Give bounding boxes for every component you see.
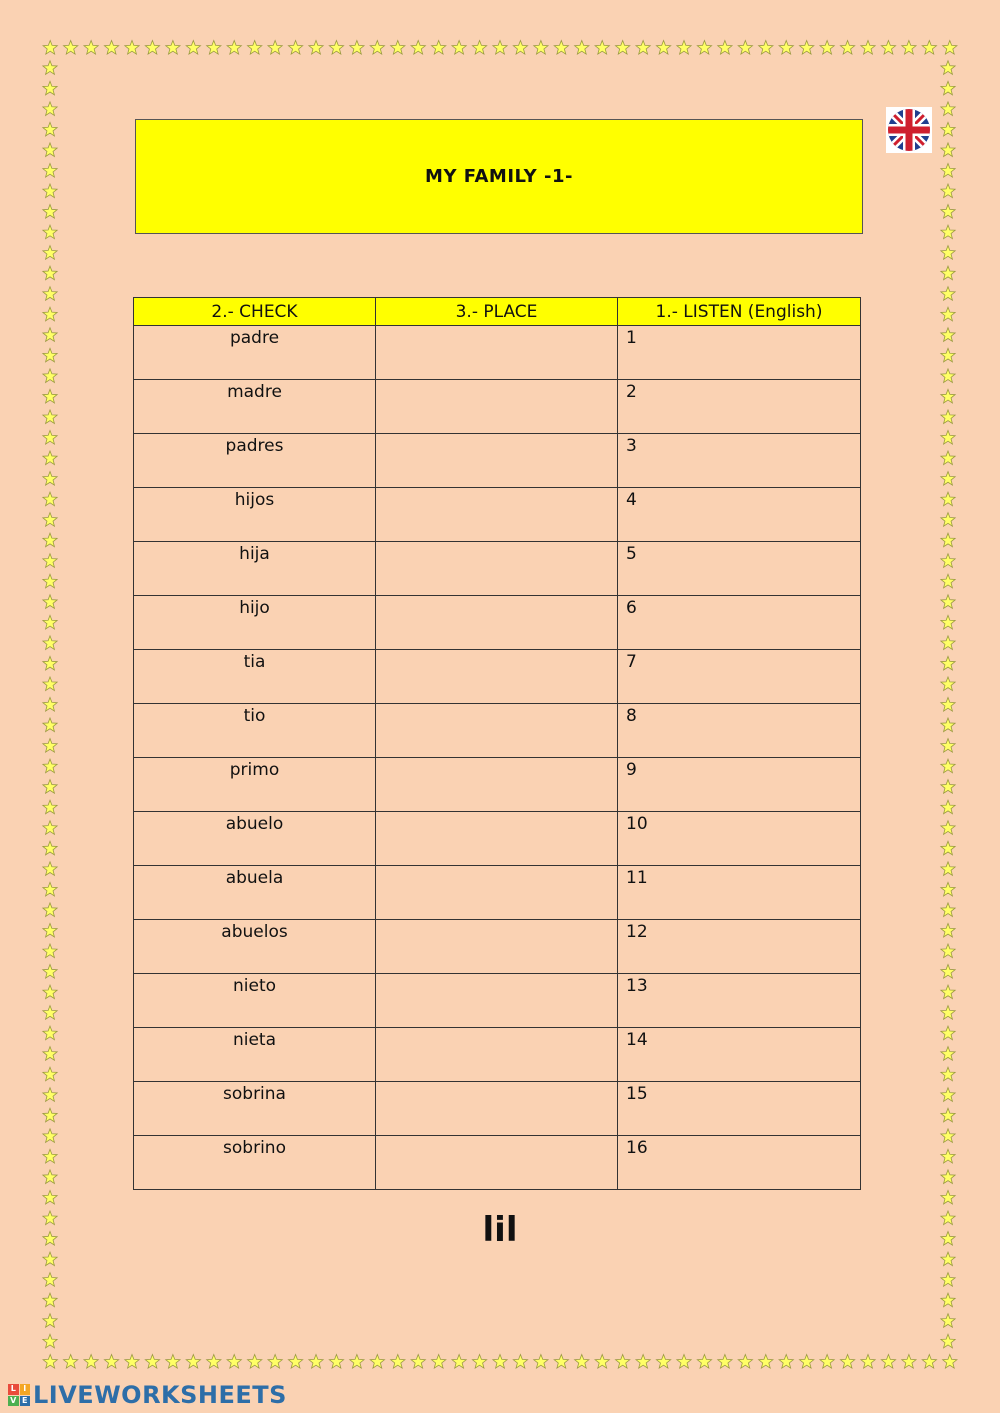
star-icon: [616, 41, 630, 55]
star-icon: [43, 430, 57, 444]
star-icon: [800, 1355, 814, 1369]
star-icon: [616, 1355, 630, 1369]
star-icon: [43, 1273, 57, 1287]
star-icon: [472, 1355, 486, 1369]
star-icon: [43, 636, 57, 650]
star-icon: [941, 451, 955, 465]
star-icon: [329, 41, 343, 55]
star-icon: [43, 184, 57, 198]
check-word-cell[interactable]: abuelos: [134, 920, 376, 974]
star-icon: [43, 718, 57, 732]
star-icon: [43, 163, 57, 177]
star-icon: [84, 41, 98, 55]
star-icon: [941, 1293, 955, 1307]
star-icon: [941, 759, 955, 773]
star-icon: [943, 1355, 957, 1369]
star-icon: [840, 1355, 854, 1369]
star-icon: [881, 41, 895, 55]
star-icon: [43, 985, 57, 999]
place-drop-cell[interactable]: [376, 488, 618, 542]
star-icon: [941, 698, 955, 712]
star-icon: [575, 41, 589, 55]
star-icon: [779, 1355, 793, 1369]
star-icon: [268, 1355, 282, 1369]
star-icon: [43, 472, 57, 486]
check-word-cell[interactable]: hijo: [134, 596, 376, 650]
check-word-cell[interactable]: sobrino: [134, 1136, 376, 1190]
star-icon: [43, 122, 57, 136]
star-icon: [881, 1355, 895, 1369]
star-icon: [941, 739, 955, 753]
star-icon: [43, 1293, 57, 1307]
star-icon: [43, 533, 57, 547]
star-icon: [941, 965, 955, 979]
star-icon: [125, 1355, 139, 1369]
star-icon: [43, 965, 57, 979]
star-icon: [861, 41, 875, 55]
star-icon: [513, 41, 527, 55]
star-icon: [64, 41, 78, 55]
table-row: [134, 812, 861, 866]
star-icon: [452, 41, 466, 55]
star-icon: [43, 1190, 57, 1204]
star-icon: [43, 800, 57, 814]
check-word-cell[interactable]: nieta: [134, 1028, 376, 1082]
star-icon: [941, 554, 955, 568]
check-word-cell[interactable]: nieto: [134, 974, 376, 1028]
star-icon: [125, 41, 139, 55]
star-icon: [43, 143, 57, 157]
star-icon: [43, 348, 57, 362]
star-icon: [43, 1170, 57, 1184]
star-icon: [941, 369, 955, 383]
place-drop-cell[interactable]: [376, 650, 618, 704]
star-icon: [43, 923, 57, 937]
uk-flag-icon[interactable]: [886, 107, 932, 153]
listen-audio-cell[interactable]: 8: [618, 704, 861, 758]
table-row: [134, 380, 861, 434]
star-icon: [534, 1355, 548, 1369]
star-icon: [43, 841, 57, 855]
star-icon: [43, 328, 57, 342]
star-icon: [43, 102, 57, 116]
listen-audio-cell[interactable]: 9: [618, 758, 861, 812]
star-icon: [902, 41, 916, 55]
star-icon: [941, 307, 955, 321]
star-icon: [595, 41, 609, 55]
check-word-cell[interactable]: tio: [134, 704, 376, 758]
star-icon: [43, 615, 57, 629]
star-icon: [941, 328, 955, 342]
star-icon: [43, 307, 57, 321]
place-drop-cell[interactable]: [376, 1028, 618, 1082]
star-icon: [941, 1149, 955, 1163]
star-icon: [738, 1355, 752, 1369]
star-icon: [370, 41, 384, 55]
star-icon: [941, 862, 955, 876]
footer-mark: lil: [482, 1210, 518, 1250]
star-icon: [534, 41, 548, 55]
star-icon: [941, 389, 955, 403]
star-icon: [43, 41, 57, 55]
star-icon: [432, 1355, 446, 1369]
star-icon: [941, 636, 955, 650]
listen-audio-cell[interactable]: 14: [618, 1028, 861, 1082]
star-icon: [941, 1006, 955, 1020]
star-icon: [941, 205, 955, 219]
star-icon: [43, 225, 57, 239]
table-row: [134, 920, 861, 974]
star-icon: [166, 1355, 180, 1369]
place-drop-cell[interactable]: [376, 326, 618, 380]
place-drop-cell[interactable]: [376, 542, 618, 596]
star-icon: [43, 656, 57, 670]
star-icon: [248, 41, 262, 55]
star-icon: [104, 1355, 118, 1369]
star-icon: [309, 1355, 323, 1369]
star-icon: [941, 102, 955, 116]
star-icon: [941, 348, 955, 362]
star-icon: [288, 1355, 302, 1369]
star-icon: [941, 800, 955, 814]
star-icon: [43, 739, 57, 753]
star-icon: [43, 1047, 57, 1061]
star-icon: [145, 41, 159, 55]
star-icon: [941, 430, 955, 444]
star-icon: [575, 1355, 589, 1369]
star-icon: [697, 41, 711, 55]
star-icon: [941, 1129, 955, 1143]
table-row: [134, 758, 861, 812]
logo-letter: E: [20, 1396, 31, 1407]
star-icon: [370, 1355, 384, 1369]
table-row: [134, 596, 861, 650]
place-drop-cell[interactable]: [376, 380, 618, 434]
check-word-cell[interactable]: padre: [134, 326, 376, 380]
star-icon: [636, 1355, 650, 1369]
table-header-row: [134, 298, 861, 326]
star-icon: [43, 513, 57, 527]
star-icon: [941, 533, 955, 547]
place-drop-cell[interactable]: [376, 758, 618, 812]
logo-letter: V: [8, 1396, 19, 1407]
star-icon: [656, 41, 670, 55]
star-icon: [43, 1088, 57, 1102]
star-icon: [493, 41, 507, 55]
star-icon: [941, 985, 955, 999]
star-icon: [329, 1355, 343, 1369]
star-icon: [350, 1355, 364, 1369]
star-icon: [84, 1355, 98, 1369]
star-icon: [941, 266, 955, 280]
table-row: [134, 974, 861, 1028]
star-icon: [941, 656, 955, 670]
star-icon: [43, 246, 57, 260]
star-icon: [941, 1026, 955, 1040]
star-icon: [941, 882, 955, 896]
check-word-cell[interactable]: abuelo: [134, 812, 376, 866]
listen-audio-cell[interactable]: 7: [618, 650, 861, 704]
star-icon: [941, 1334, 955, 1348]
star-icon: [186, 1355, 200, 1369]
star-icon: [656, 1355, 670, 1369]
check-word-cell[interactable]: madre: [134, 380, 376, 434]
star-icon: [941, 944, 955, 958]
star-icon: [43, 677, 57, 691]
star-icon: [941, 61, 955, 75]
star-icon: [941, 513, 955, 527]
star-icon: [43, 369, 57, 383]
star-icon: [43, 574, 57, 588]
star-icon: [145, 1355, 159, 1369]
star-icon: [288, 41, 302, 55]
star-icon: [941, 163, 955, 177]
star-icon: [43, 821, 57, 835]
listen-audio-cell[interactable]: 11: [618, 866, 861, 920]
star-icon: [350, 41, 364, 55]
listen-audio-cell[interactable]: 4: [618, 488, 861, 542]
star-icon: [43, 287, 57, 301]
star-icon: [941, 1088, 955, 1102]
star-icon: [43, 1334, 57, 1348]
check-word-cell[interactable]: hijos: [134, 488, 376, 542]
star-icon: [943, 41, 957, 55]
star-icon: [941, 81, 955, 95]
star-icon: [43, 595, 57, 609]
star-icon: [186, 41, 200, 55]
table-row: [134, 650, 861, 704]
star-icon: [636, 41, 650, 55]
star-icon: [104, 41, 118, 55]
star-icon: [43, 1355, 57, 1369]
star-icon: [513, 1355, 527, 1369]
star-icon: [43, 61, 57, 75]
place-drop-cell[interactable]: [376, 704, 618, 758]
title-box: [135, 119, 863, 234]
star-icon: [43, 205, 57, 219]
header-listen: 1.- LISTEN (English): [618, 298, 861, 326]
star-icon: [941, 1190, 955, 1204]
check-word-cell[interactable]: sobrina: [134, 1082, 376, 1136]
star-border-top: [40, 38, 960, 58]
star-icon: [227, 1355, 241, 1369]
star-icon: [941, 225, 955, 239]
logo-letter: L: [8, 1384, 19, 1395]
table-row: [134, 488, 861, 542]
place-drop-cell[interactable]: [376, 974, 618, 1028]
star-icon: [43, 944, 57, 958]
header-place: 3.- PLACE: [376, 298, 618, 326]
star-icon: [43, 81, 57, 95]
star-icon: [493, 1355, 507, 1369]
star-icon: [411, 41, 425, 55]
star-icon: [43, 389, 57, 403]
star-icon: [43, 266, 57, 280]
star-icon: [941, 903, 955, 917]
star-icon: [43, 1067, 57, 1081]
star-icon: [718, 1355, 732, 1369]
star-icon: [43, 492, 57, 506]
star-icon: [941, 718, 955, 732]
star-icon: [941, 677, 955, 691]
star-icon: [43, 780, 57, 794]
star-icon: [941, 1047, 955, 1061]
star-icon: [432, 41, 446, 55]
listen-audio-cell[interactable]: 10: [618, 812, 861, 866]
star-icon: [43, 410, 57, 424]
star-icon: [43, 1252, 57, 1266]
table-row: [134, 326, 861, 380]
star-icon: [941, 595, 955, 609]
star-icon: [554, 1355, 568, 1369]
listen-audio-cell[interactable]: 15: [618, 1082, 861, 1136]
listen-audio-cell[interactable]: 2: [618, 380, 861, 434]
star-icon: [941, 841, 955, 855]
star-icon: [43, 1006, 57, 1020]
listen-audio-cell[interactable]: 13: [618, 974, 861, 1028]
star-icon: [941, 143, 955, 157]
star-icon: [697, 1355, 711, 1369]
star-icon: [227, 41, 241, 55]
place-drop-cell[interactable]: [376, 434, 618, 488]
table-row: [134, 1136, 861, 1190]
star-icon: [941, 923, 955, 937]
star-icon: [411, 1355, 425, 1369]
star-icon: [738, 41, 752, 55]
star-icon: [840, 41, 854, 55]
table-row: [134, 866, 861, 920]
page-title: MY FAMILY -1-: [425, 166, 573, 187]
place-drop-cell[interactable]: [376, 812, 618, 866]
star-icon: [472, 41, 486, 55]
star-icon: [861, 1355, 875, 1369]
star-icon: [941, 410, 955, 424]
star-icon: [64, 1355, 78, 1369]
star-icon: [268, 41, 282, 55]
star-icon: [800, 41, 814, 55]
star-icon: [43, 759, 57, 773]
star-icon: [941, 574, 955, 588]
star-icon: [941, 780, 955, 794]
star-icon: [941, 1273, 955, 1287]
check-word-cell[interactable]: primo: [134, 758, 376, 812]
star-icon: [941, 492, 955, 506]
star-icon: [554, 41, 568, 55]
star-icon: [677, 1355, 691, 1369]
place-drop-cell[interactable]: [376, 920, 618, 974]
vocabulary-table: [133, 297, 861, 1190]
star-icon: [759, 41, 773, 55]
star-border-left: [40, 58, 60, 1352]
star-icon: [43, 1108, 57, 1122]
star-icon: [941, 821, 955, 835]
place-drop-cell[interactable]: [376, 866, 618, 920]
star-icon: [941, 1314, 955, 1328]
logo-text: LIVEWORKSHEETS: [33, 1381, 287, 1409]
check-word-cell[interactable]: hija: [134, 542, 376, 596]
place-drop-cell[interactable]: [376, 1136, 618, 1190]
logo-icon: [8, 1384, 30, 1406]
star-icon: [43, 1149, 57, 1163]
star-icon: [941, 1170, 955, 1184]
star-icon: [820, 1355, 834, 1369]
star-icon: [248, 1355, 262, 1369]
star-icon: [941, 615, 955, 629]
check-word-cell[interactable]: abuela: [134, 866, 376, 920]
star-icon: [166, 41, 180, 55]
star-icon: [941, 1108, 955, 1122]
star-icon: [43, 451, 57, 465]
star-icon: [677, 41, 691, 55]
listen-audio-cell[interactable]: 5: [618, 542, 861, 596]
star-icon: [43, 698, 57, 712]
listen-audio-cell[interactable]: 12: [618, 920, 861, 974]
star-icon: [941, 287, 955, 301]
listen-audio-cell[interactable]: 3: [618, 434, 861, 488]
check-word-cell[interactable]: tia: [134, 650, 376, 704]
star-icon: [43, 554, 57, 568]
logo-letter: I: [20, 1384, 31, 1395]
star-icon: [595, 1355, 609, 1369]
star-icon: [718, 41, 732, 55]
star-icon: [941, 1067, 955, 1081]
star-icon: [391, 41, 405, 55]
star-icon: [941, 472, 955, 486]
listen-audio-cell[interactable]: 6: [618, 596, 861, 650]
place-drop-cell[interactable]: [376, 596, 618, 650]
place-drop-cell[interactable]: [376, 1082, 618, 1136]
star-icon: [43, 1314, 57, 1328]
star-icon: [43, 882, 57, 896]
star-icon: [941, 184, 955, 198]
star-icon: [941, 122, 955, 136]
star-icon: [43, 862, 57, 876]
listen-audio-cell[interactable]: 1: [618, 326, 861, 380]
star-icon: [43, 1026, 57, 1040]
star-icon: [309, 41, 323, 55]
star-icon: [902, 1355, 916, 1369]
star-icon: [941, 1252, 955, 1266]
star-icon: [452, 1355, 466, 1369]
star-icon: [391, 1355, 405, 1369]
check-word-cell[interactable]: padres: [134, 434, 376, 488]
liveworksheets-logo[interactable]: [8, 1381, 287, 1409]
star-icon: [207, 1355, 221, 1369]
star-icon: [779, 41, 793, 55]
star-icon: [759, 1355, 773, 1369]
star-icon: [207, 41, 221, 55]
star-border-bottom: [40, 1352, 960, 1372]
table-row: [134, 542, 861, 596]
header-check: 2.- CHECK: [134, 298, 376, 326]
table-row: [134, 704, 861, 758]
star-icon: [922, 41, 936, 55]
table-row: [134, 1082, 861, 1136]
table-row: [134, 434, 861, 488]
table-row: [134, 1028, 861, 1082]
star-icon: [820, 41, 834, 55]
star-icon: [43, 903, 57, 917]
listen-audio-cell[interactable]: 16: [618, 1136, 861, 1190]
star-icon: [941, 246, 955, 260]
star-icon: [43, 1129, 57, 1143]
star-icon: [922, 1355, 936, 1369]
star-border-right: [938, 58, 958, 1352]
